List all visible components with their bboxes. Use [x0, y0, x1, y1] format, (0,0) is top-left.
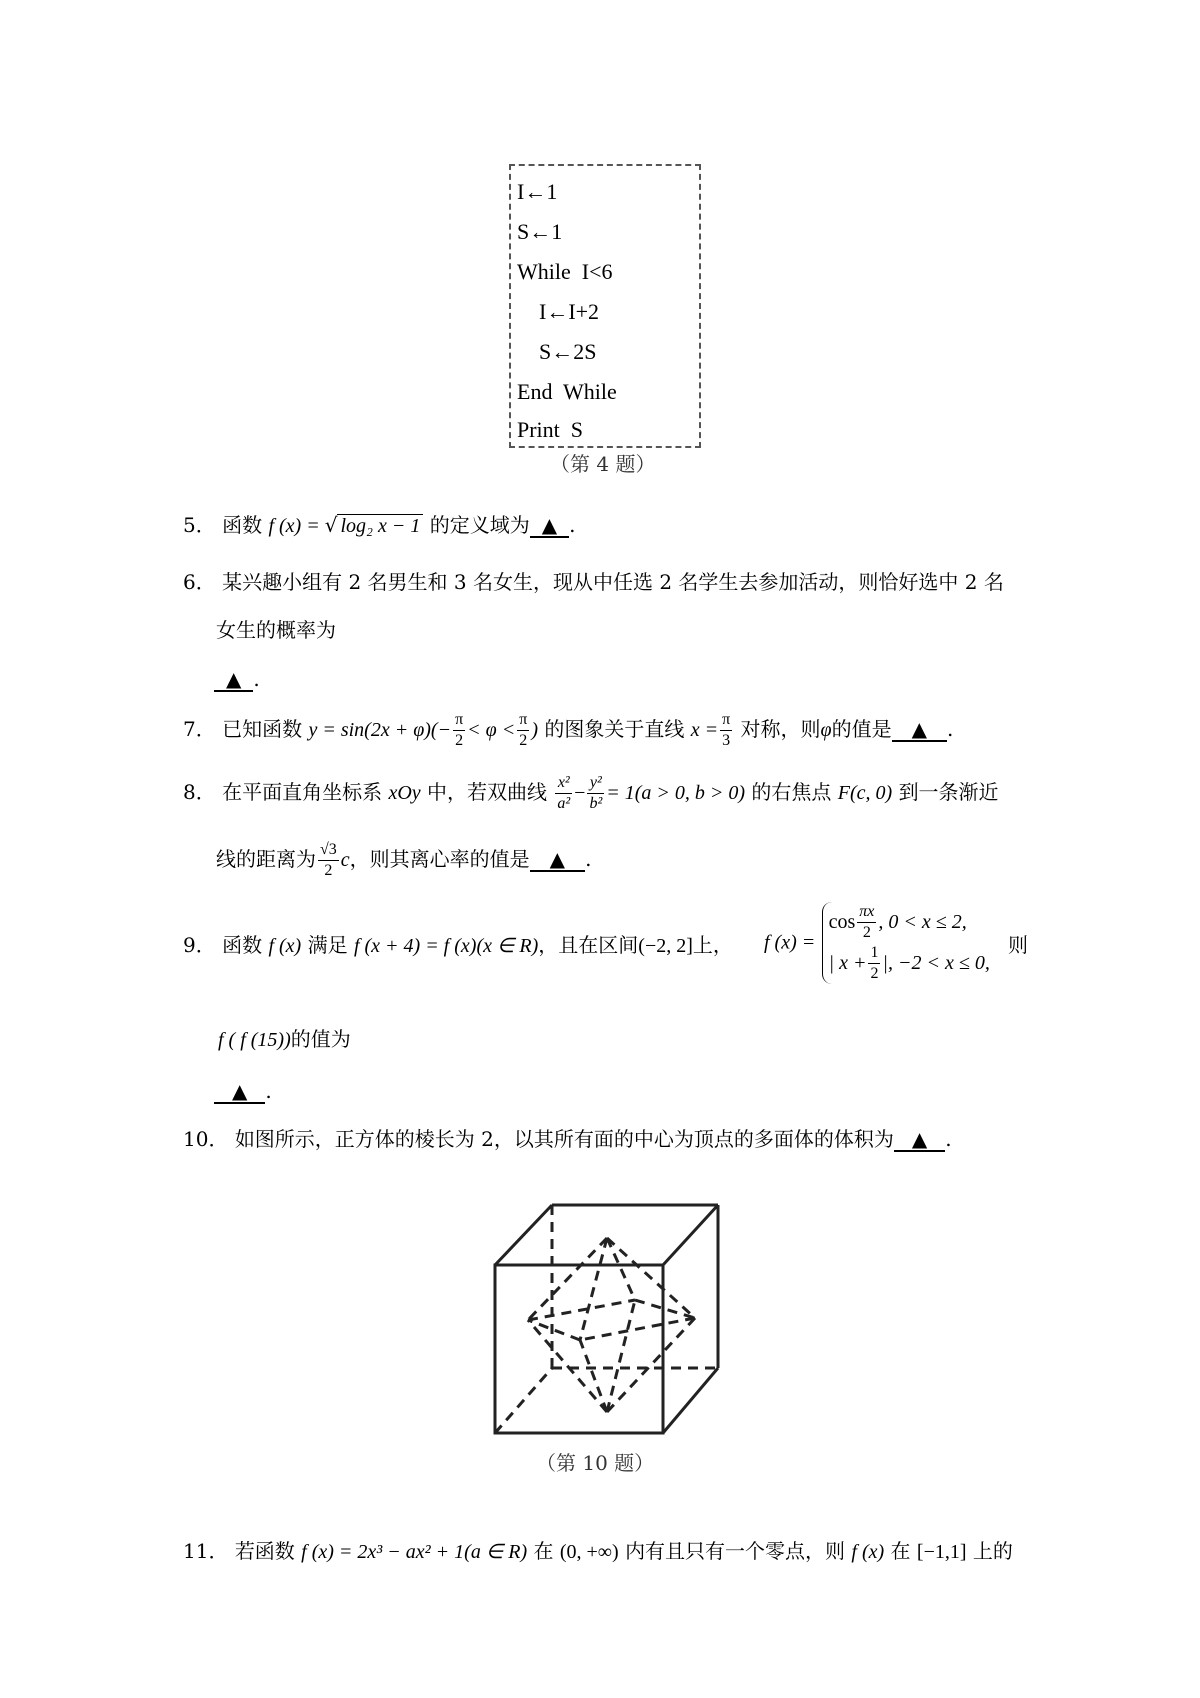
question-number: 10．: [183, 1127, 229, 1151]
figure-caption: （第 4 题）: [550, 452, 656, 476]
fraction: $\frac{√3}{2}$: [320, 841, 337, 879]
fraction: $\frac{1}{2}$: [870, 944, 879, 982]
answer-blank: ▲: [214, 1080, 265, 1104]
question-8-line2: 线的距离为 $\frac{√3}{2}$ c，则其离心率的值是 ▲ .: [216, 841, 592, 879]
question-number: 6．: [183, 570, 216, 594]
question-number: 8．: [183, 780, 216, 804]
question-8: 8． 在平面直角坐标系 xOy 中，若双曲线 $\frac{\text{x²}}{\text{a²}}$ − $\frac{\text{y²}}{\text{b²}}$ = 1(a > 0, b > 0) 的右焦点 F(c, 0) 到一条渐近: [183, 774, 999, 812]
question-11: 11． 若函数 f (x) = 2x³ − ax² + 1(a ∈ R) 在 (0, +∞) 内有且只有一个零点，则 f (x) 在 [−1,1] 上的: [183, 1539, 1013, 1563]
answer-blank: ▲: [892, 718, 947, 742]
figure-caption: （第 10 题）: [536, 1451, 655, 1475]
cube-octahedron-figure: [490, 1200, 730, 1440]
question-9-line2: f ( f (15))的值为: [218, 1027, 351, 1051]
code-line: S←1: [517, 219, 563, 244]
answer-blank: ▲: [894, 1128, 945, 1152]
question-number: 9．: [183, 933, 216, 957]
question-9: 9． 函数 f (x) 满足 f (x + 4) = f (x)(x ∈ R)，且在区间(−2, 2]上，: [183, 933, 733, 957]
question-number: 11．: [183, 1539, 229, 1563]
fraction: $\frac{\pi}{2}$: [455, 711, 464, 749]
question-6: 6． 某兴趣小组有 2 名男生和 3 名女生，现从中任选 2 名学生去参加活动，则恰好选中 2 名: [183, 570, 1004, 594]
question-5: 5． 函数 f (x) = √ log₂ x − 1 的定义域为 ▲ .: [183, 513, 576, 537]
pseudocode-box: [509, 164, 701, 448]
fraction: $\frac{\text{y²}}{\text{b²}}$: [589, 774, 603, 812]
question-6-answer: ▲ .: [214, 665, 260, 693]
fraction: $\frac{\pi}{2}$: [519, 711, 528, 749]
question-number: 5．: [183, 513, 216, 537]
fraction: $\frac{\pi}{3}$: [722, 711, 731, 749]
answer-blank: ▲: [214, 668, 253, 692]
code-line: Print S: [517, 417, 584, 442]
question-number: 7．: [183, 717, 216, 741]
fraction: $\frac{\text{x²}}{\text{a²}}$: [557, 774, 571, 812]
code-line: I←1: [517, 179, 558, 204]
answer-blank: ▲: [530, 514, 569, 538]
code-line: I←I+2: [539, 299, 600, 324]
fraction: $\frac{\pi x}{2}$: [859, 903, 875, 941]
question-9-answer: ▲ .: [214, 1077, 272, 1105]
piecewise-function: f (x) = cos $\frac{\pi x}{2}$ , 0 < x ≤ 2, | x + $\frac{1}{2}$ |, −2 < x ≤ 0,: [764, 903, 990, 982]
question-10: 10． 如图所示，正方体的棱长为 2，以其所有面的中心为顶点的多面体的体积为 ▲ .: [183, 1127, 952, 1151]
code-line: S←2S: [539, 339, 597, 364]
code-line: End While: [517, 379, 617, 404]
question-9-then: 则: [1008, 933, 1028, 957]
question-7: 7． 已知函数 y = sin(2x + φ)(− $\frac{\pi}{2}$ < φ < $\frac{\pi}{2}$ ) 的图象关于直线 x = $\frac{\pi}{3}$ 对称，则φ的值是 ▲ .: [183, 711, 954, 749]
piecewise-brace: cos $\frac{\pi x}{2}$ , 0 < x ≤ 2, | x + $\frac{1}{2}$ |, −2 < x ≤ 0,: [822, 902, 990, 984]
answer-blank: ▲: [530, 848, 585, 872]
question-6-line2: 女生的概率为: [216, 618, 336, 642]
code-line: While I<6: [517, 259, 613, 284]
